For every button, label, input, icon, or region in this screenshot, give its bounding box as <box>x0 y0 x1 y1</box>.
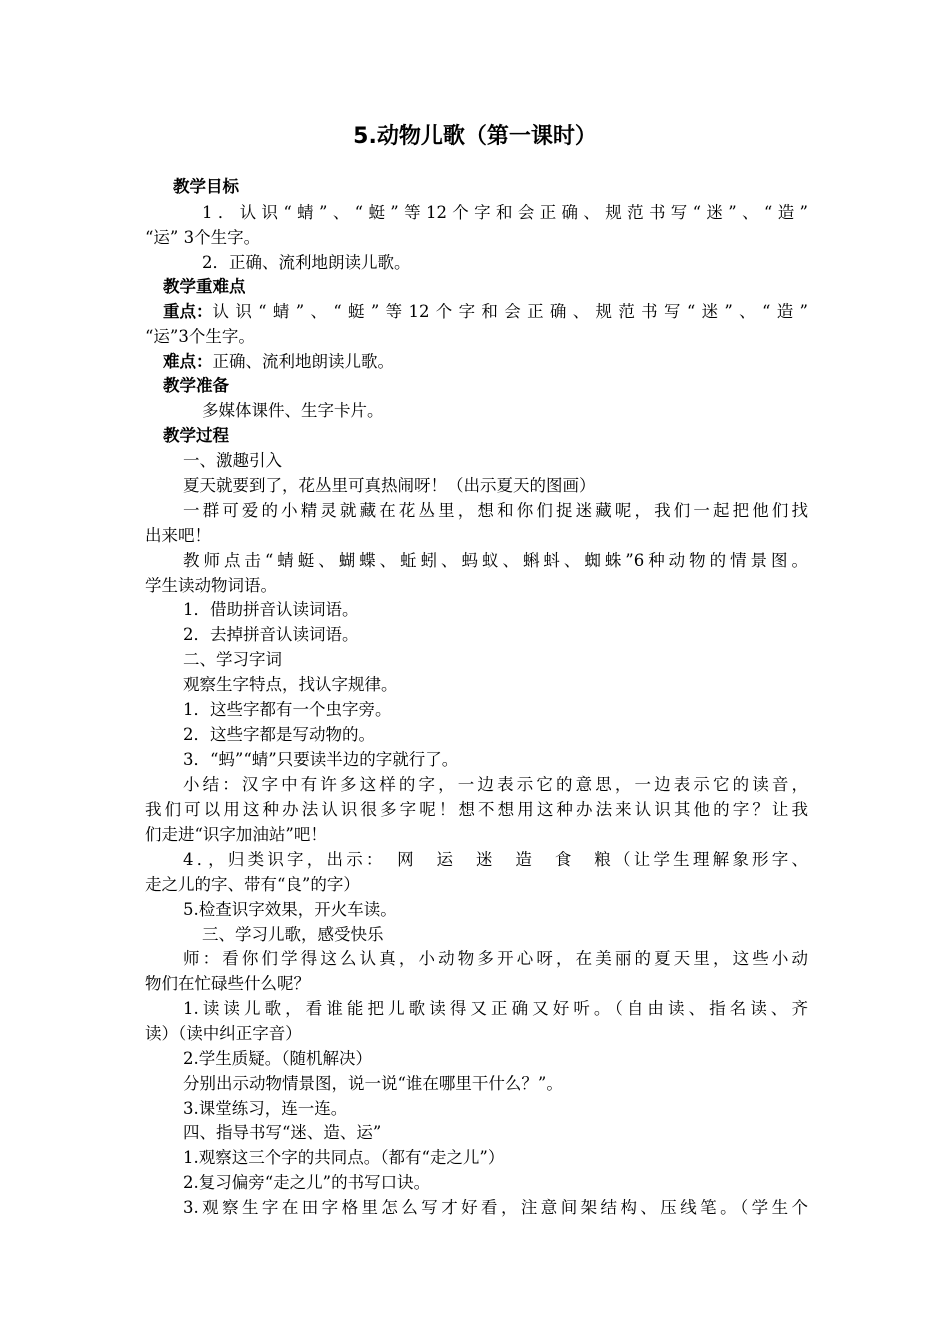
key-points-heading: 教学重难点 <box>163 277 246 296</box>
preparation-heading: 教学准备 <box>163 376 229 395</box>
goals-heading: 教学目标 <box>173 177 239 196</box>
list-item: 2．这些字都是写动物的。 <box>183 725 375 744</box>
key-label: 重点： <box>163 302 213 321</box>
list-item: 1．借助拼音认读词语。 <box>183 600 359 619</box>
paragraph-3-line-1: 教师点击“蜻蜓、蝴蝶、蚯蚓、蚂蚁、蝌蚪、蜘蛛”6种动物的情景图。 <box>183 551 808 570</box>
list-item: 2．去掉拼音认读词语。 <box>183 625 359 644</box>
section-1-heading: 一、激趣引入 <box>183 451 282 470</box>
list-item: 3.课堂练习，连一连。 <box>183 1099 348 1118</box>
section-4-heading: 四、指导书写“迷、造、运” <box>183 1123 382 1142</box>
list-item: 1.观察这三个字的共同点。（都有“走之儿”） <box>183 1148 505 1167</box>
difficulty-label: 难点： <box>163 352 213 371</box>
process-heading: 教学过程 <box>163 426 229 445</box>
paragraph-6-line-1: 师：看你们学得这么认真，小动物多开心呀，在美丽的夏天里，这些小动 <box>183 949 808 968</box>
preparation-text: 多媒体课件、生字卡片。 <box>202 401 384 420</box>
paragraph-6-line-2: 物们在忙碌些什么呢？ <box>145 974 310 993</box>
list-item: 3.观察生字在田字格里怎么写才好看，注意间架结构、压线笔。（学生个 <box>183 1198 808 1217</box>
key-point-line-2: “运”3个生字。 <box>145 327 255 346</box>
section-3-heading: 三、学习儿歌，感受快乐 <box>202 925 384 944</box>
list-item: 2.学生质疑。（随机解决） <box>183 1049 372 1068</box>
list-item-8-line-2: 读）（读中纠正字音） <box>145 1024 302 1043</box>
list-item: 2.复习偏旁“走之儿”的书写口诀。 <box>183 1173 431 1192</box>
goal-2: 2．正确、流利地朗读儿歌。 <box>202 253 411 272</box>
paragraph-4: 观察生字特点，找认字规律。 <box>183 675 398 694</box>
paragraph-2-line-1: 一群可爱的小精灵就藏在花丛里，想和你们捉迷藏呢，我们一起把他们找 <box>183 501 808 520</box>
summary-line-2: 我们可以用这种办法认识很多字呢！想不想用这种办法来认识其他的字？让我 <box>145 800 808 819</box>
list-item: 1．这些字都有一个虫字旁。 <box>183 700 392 719</box>
difficulty-line <box>163 351 394 373</box>
goal-1-line-1: 1．认识“蜻”、“蜓”等12个字和会正确、规范书写“迷”、“造” <box>202 203 808 222</box>
paragraph-3-line-2: 学生读动物词语。 <box>145 576 277 595</box>
list-item: 3．“蚂”“蜻”只要读半边的字就行了。 <box>183 750 459 769</box>
goal-1-line-2: “运” 3个生字。 <box>145 228 261 247</box>
paragraph-2-line-2: 出来吧！ <box>145 526 211 545</box>
summary-line-1: 小结：汉字中有许多这样的字，一边表示它的意思，一边表示它的读音， <box>183 775 808 794</box>
list-item-4-line-2: 走之儿的字、带有“良”的字） <box>145 875 360 894</box>
list-item-8-line-1: 1.读读儿歌，看谁能把儿歌读得又正确又好听。（自由读、指名读、齐 <box>183 999 808 1018</box>
summary-line-3: 们走进“识字加油站”吧！ <box>145 825 327 844</box>
section-2-heading: 二、学习字词 <box>183 650 282 669</box>
list-item-4-line-1: 4．，归类识字，出示： 网 运 迷 造 食 粮（让学生理解象形字、 <box>183 850 808 869</box>
key-text: 认识“蜻”、“蜓”等12个字和会正确、规范书写“迷”、“造” <box>212 302 808 321</box>
paragraph-1: 夏天就要到了，花丛里可真热闹呀！（出示夏天的图画） <box>183 476 596 495</box>
difficulty-text: 正确、流利地朗读儿歌。 <box>212 352 394 371</box>
key-point-line-1 <box>163 301 808 323</box>
paragraph-7: 分别出示动物情景图，说一说“谁在哪里干什么？”。 <box>183 1074 563 1093</box>
page-title: 5.动物儿歌（第一课时） <box>353 124 597 149</box>
list-item: 5.检查识字效果，开火车读。 <box>183 900 397 919</box>
